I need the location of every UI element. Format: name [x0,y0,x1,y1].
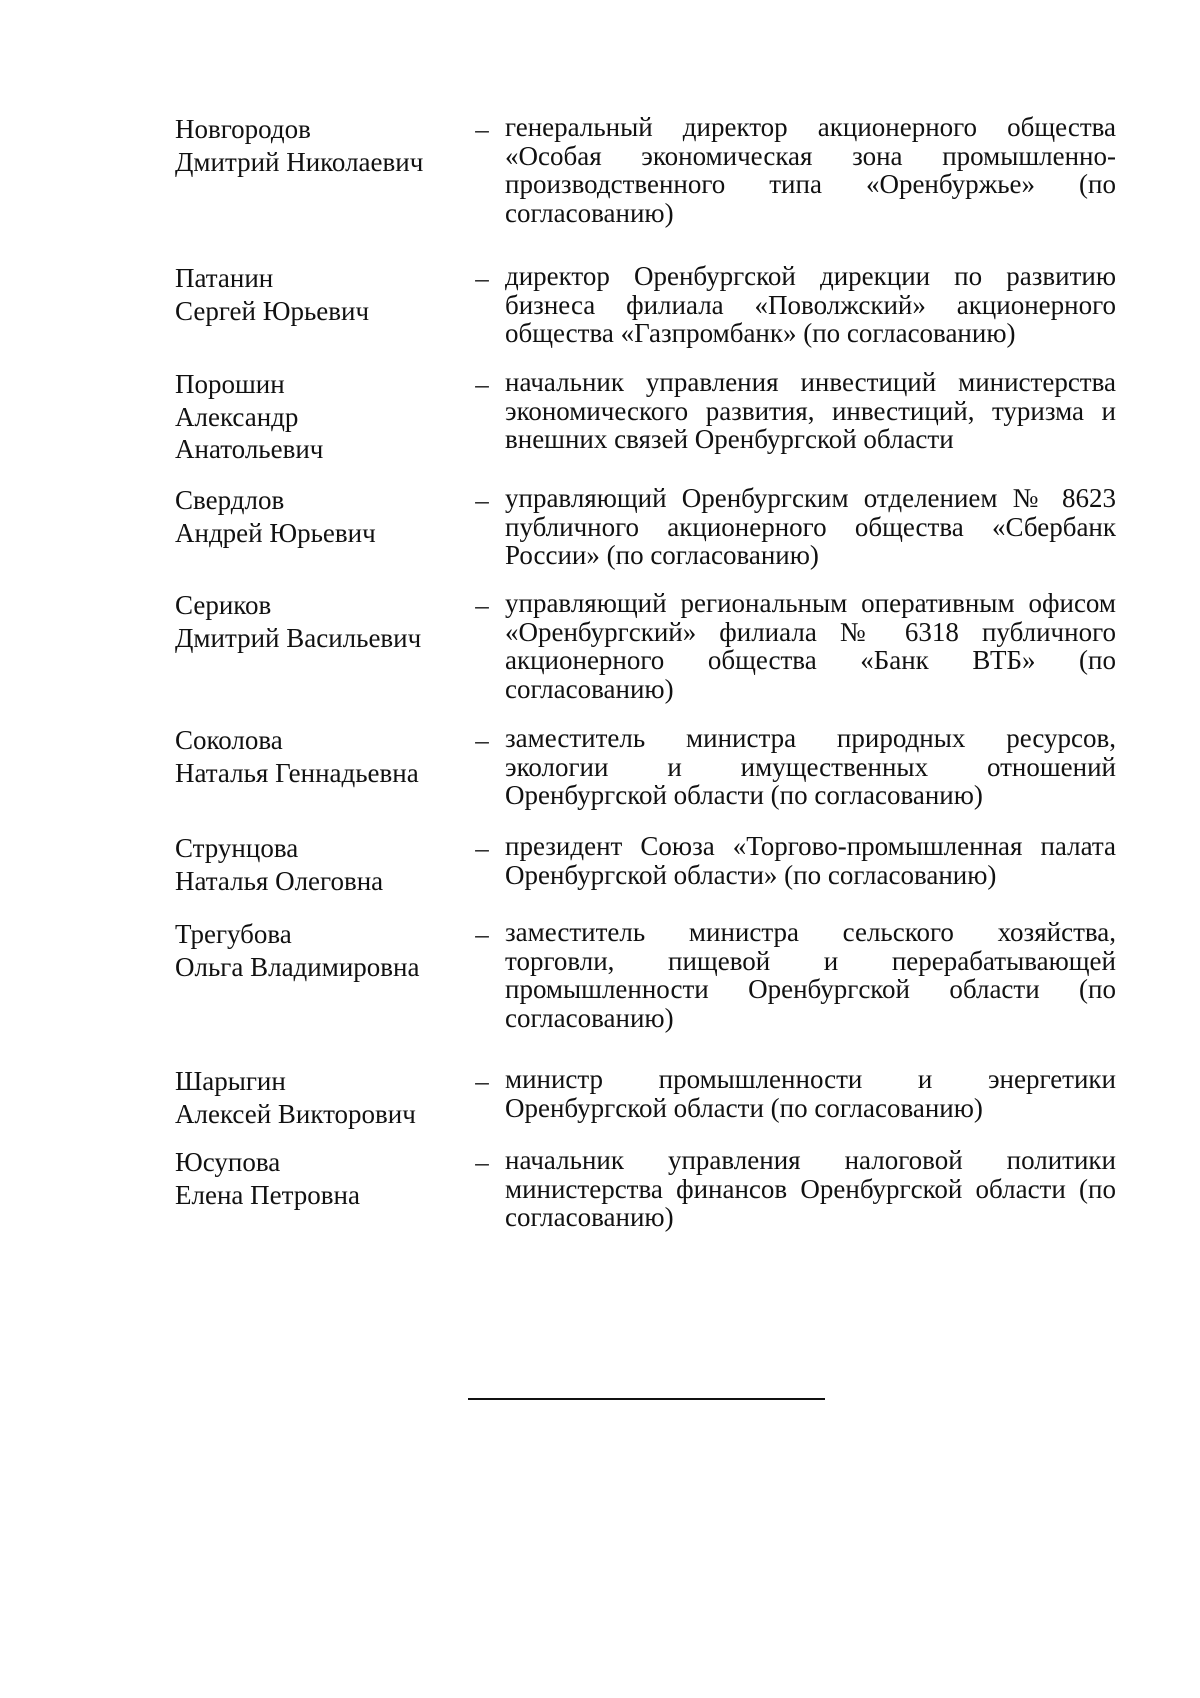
member-given-names: Елена Петровна [175,1179,360,1210]
closing-divider-line [468,1398,825,1400]
member-given-names: Дмитрий Николаевич [175,146,424,177]
member-position: управляющий Оренбургским отделением № 8623 публичного акционерного общества «Сбербанк России» (по согласованию) [505,483,1116,570]
member-name [175,832,465,897]
member-position: министр промышленности и энергетики Оренбургской области (по согласованию) [505,1064,1116,1123]
member-position: директор Оренбургской дирекции по развитию бизнеса филиала «Поволжский» акционерного общества «Газпромбанк» (по согласованию) [505,261,1116,348]
member-dash: – [475,590,489,620]
member-position: заместитель министра природных ресурсов, экологии и имущественных отношений Оренбургской области (по согласованию) [505,723,1116,810]
member-surname: Новгородов [175,114,311,144]
member-dash: – [475,1147,489,1177]
member-surname: Шарыгин [175,1066,286,1096]
member-given-names: Александр [175,401,299,432]
member-dash: – [475,833,489,863]
member-surname: Юсупова [175,1147,281,1177]
member-name [175,262,465,327]
member-name [175,113,465,178]
member-dash: – [475,919,489,949]
member-dash: – [475,263,489,293]
member-name [175,368,465,466]
member-given-names: Алексей Викторович [175,1098,416,1129]
member-given-names: Сергей Юрьевич [175,295,370,326]
member-dash: – [475,1066,489,1096]
member-dash: – [475,369,489,399]
member-position: генеральный директор акционерного общества «Особая экономическая зона промышленно-производственного типа «Оренбуржье» (по согласованию) [505,112,1116,228]
member-given-names: Дмитрий Васильевич [175,622,422,653]
member-surname: Сериков [175,590,272,620]
member-name [175,1065,465,1130]
member-surname: Порошин [175,369,285,399]
member-surname: Струнцова [175,833,299,863]
member-given-names: Ольга Владимировна [175,951,420,982]
member-position: заместитель министра сельского хозяйства, торговли, пищевой и перерабатывающей промышленности Оренбургской области (по согласованию) [505,917,1116,1033]
member-dash: – [475,485,489,515]
member-given-names: Андрей Юрьевич [175,517,376,548]
member-surname: Патанин [175,263,274,293]
member-name [175,918,465,983]
member-name [175,1146,465,1211]
member-surname: Соколова [175,725,283,755]
member-given-names: Наталья Олеговна [175,865,384,896]
member-surname: Свердлов [175,485,285,515]
member-name [175,589,465,654]
member-dash: – [475,114,489,144]
member-position: управляющий региональным оперативным офисом «Оренбургский» филиала № 6318 публичного акционерного общества «Банк ВТБ» (по согласованию) [505,588,1116,704]
member-dash: – [475,725,489,755]
member-position: начальник управления инвестиций министерства экономического развития, инвестиций, туризма и внешних связей Оренбургской области [505,367,1116,454]
member-name [175,724,465,789]
member-name [175,484,465,549]
member-given-names: Анатольевич [175,434,324,464]
member-position: начальник управления налоговой политики министерства финансов Оренбургской области (по согласованию) [505,1145,1116,1232]
member-surname: Трегубова [175,919,292,949]
member-position: президент Союза «Торгово-промышленная палата Оренбургской области» (по согласованию) [505,831,1116,890]
member-given-names: Наталья Геннадьевна [175,757,419,788]
